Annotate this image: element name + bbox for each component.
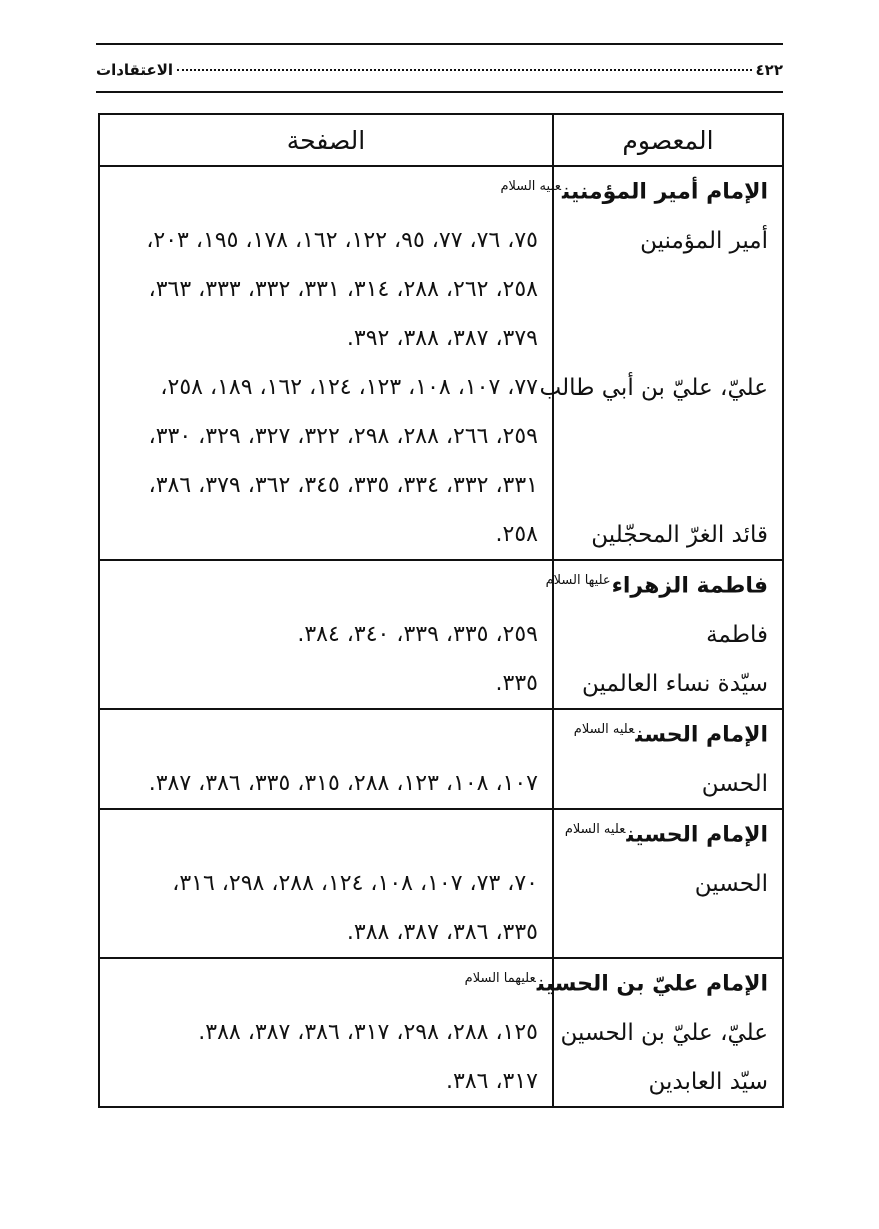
- empty-cell: [99, 560, 553, 610]
- entry-pages: ٢٥٩، ٣٣٥، ٣٣٩، ٣٤٠، ٣٨٤.: [99, 610, 553, 659]
- entry-pages: ٣٧٩، ٣٨٧، ٣٨٨، ٣٩٢.: [99, 314, 553, 363]
- entry-name: الحسن: [553, 759, 783, 809]
- entry-pages: ٣٣٥، ٣٨٦، ٣٨٧، ٣٨٨.: [99, 908, 553, 958]
- entry-name: سيّدة نساء العالمين: [553, 659, 783, 709]
- running-title: الاعتقادات: [96, 61, 174, 79]
- entry-name: عليّ، عليّ بن أبي طالب: [553, 363, 783, 412]
- honorific-mark: عليهما السلام: [464, 970, 536, 986]
- table-row: [99, 461, 783, 510]
- table-row: [99, 412, 783, 461]
- table-row: [99, 265, 783, 314]
- table-row: [99, 908, 783, 958]
- table-header-row: [99, 114, 783, 166]
- page-number: ٤٢٢: [755, 61, 783, 79]
- index-table: [98, 113, 784, 1108]
- group-heading-text: الإمام عليّ بن الحسين: [536, 971, 768, 997]
- group-heading-row: [99, 560, 783, 610]
- entry-name: الحسين: [553, 859, 783, 908]
- entry-name: [553, 412, 783, 461]
- entry-pages: ٢٥٨.: [99, 510, 553, 560]
- entry-name: أمير المؤمنين: [553, 216, 783, 265]
- entry-name: [553, 265, 783, 314]
- entry-pages: ١٢٥، ٢٨٨، ٢٩٨، ٣١٧، ٣٨٦، ٣٨٧، ٣٨٨.: [99, 1008, 553, 1057]
- group-heading-text: فاطمة الزهراء: [611, 573, 768, 599]
- table-row: [99, 659, 783, 709]
- entry-name: فاطمة: [553, 610, 783, 659]
- column-header-pages: الصفحة: [99, 114, 553, 166]
- entry-pages: ٢٥٩، ٢٦٦، ٢٨٨، ٢٩٨، ٣٢٢، ٣٢٧، ٣٢٩، ٣٣٠،: [99, 412, 553, 461]
- column-header-name: المعصوم: [553, 114, 783, 166]
- entry-name: سيّد العابدين: [553, 1057, 783, 1107]
- honorific-mark: عليها السلام: [545, 572, 611, 588]
- group-heading-row: [99, 809, 783, 859]
- table-row: [99, 759, 783, 809]
- group-heading-row: [99, 166, 783, 216]
- empty-cell: [99, 166, 553, 216]
- group-heading-text: الإمام الحسين: [626, 822, 768, 848]
- entry-pages: ٧٧، ١٠٧، ١٠٨، ١٢٣، ١٢٤، ١٦٢، ١٨٩، ٢٥٨،: [99, 363, 553, 412]
- entry-pages: ٧٥، ٧٦، ٧٧، ٩٥، ١٢٢، ١٦٢، ١٧٨، ١٩٥، ٢٠٣،: [99, 216, 553, 265]
- entry-name: [553, 908, 783, 958]
- table-row: [99, 1008, 783, 1057]
- table-row: [99, 1057, 783, 1107]
- entry-pages: ٢٥٨، ٢٦٢، ٢٨٨، ٣١٤، ٣٣١، ٣٣٢، ٣٣٣، ٣٦٣،: [99, 265, 553, 314]
- honorific-mark: عليه السلام: [564, 821, 626, 837]
- entry-pages: ٣٣١، ٣٣٢، ٣٣٤، ٣٣٥، ٣٤٥، ٣٦٢، ٣٧٩، ٣٨٦،: [99, 461, 553, 510]
- entry-name: قائد الغرّ المحجّلين: [553, 510, 783, 560]
- table-row: [99, 314, 783, 363]
- group-heading-row: [99, 709, 783, 759]
- table-row: [99, 363, 783, 412]
- honorific-mark: عليه السلام: [500, 178, 562, 194]
- group-heading: [500, 166, 783, 216]
- group-heading-text: الإمام أمير المؤمنين: [562, 179, 768, 205]
- group-heading: [464, 958, 783, 1008]
- group-heading: [553, 709, 783, 759]
- table-row: [99, 216, 783, 265]
- group-heading: [553, 809, 783, 859]
- entry-pages: ٣١٧، ٣٨٦.: [99, 1057, 553, 1107]
- group-heading-row: [99, 958, 783, 1008]
- group-heading-text: الإمام الحسن: [635, 722, 768, 748]
- entry-name: [553, 314, 783, 363]
- table-row: [99, 859, 783, 908]
- group-heading: [545, 560, 783, 610]
- leader-dots: [177, 69, 752, 71]
- empty-cell: [99, 709, 553, 759]
- entry-name: عليّ، عليّ بن الحسين: [553, 1008, 783, 1057]
- header-top-rule: [96, 43, 783, 45]
- header-bottom-rule: [96, 91, 783, 93]
- running-head: [96, 57, 783, 83]
- entry-name: [553, 461, 783, 510]
- table-row: [99, 510, 783, 560]
- entry-pages: ١٠٧، ١٠٨، ١٢٣، ٢٨٨، ٣١٥، ٣٣٥، ٣٨٦، ٣٨٧.: [99, 759, 553, 809]
- honorific-mark: عليه السلام: [573, 721, 635, 737]
- index-body: [99, 166, 783, 1107]
- empty-cell: [99, 809, 553, 859]
- entry-pages: ٣٣٥.: [99, 659, 553, 709]
- table-row: [99, 610, 783, 659]
- entry-pages: ٧٠، ٧٣، ١٠٧، ١٠٨، ١٢٤، ٢٨٨، ٢٩٨، ٣١٦،: [99, 859, 553, 908]
